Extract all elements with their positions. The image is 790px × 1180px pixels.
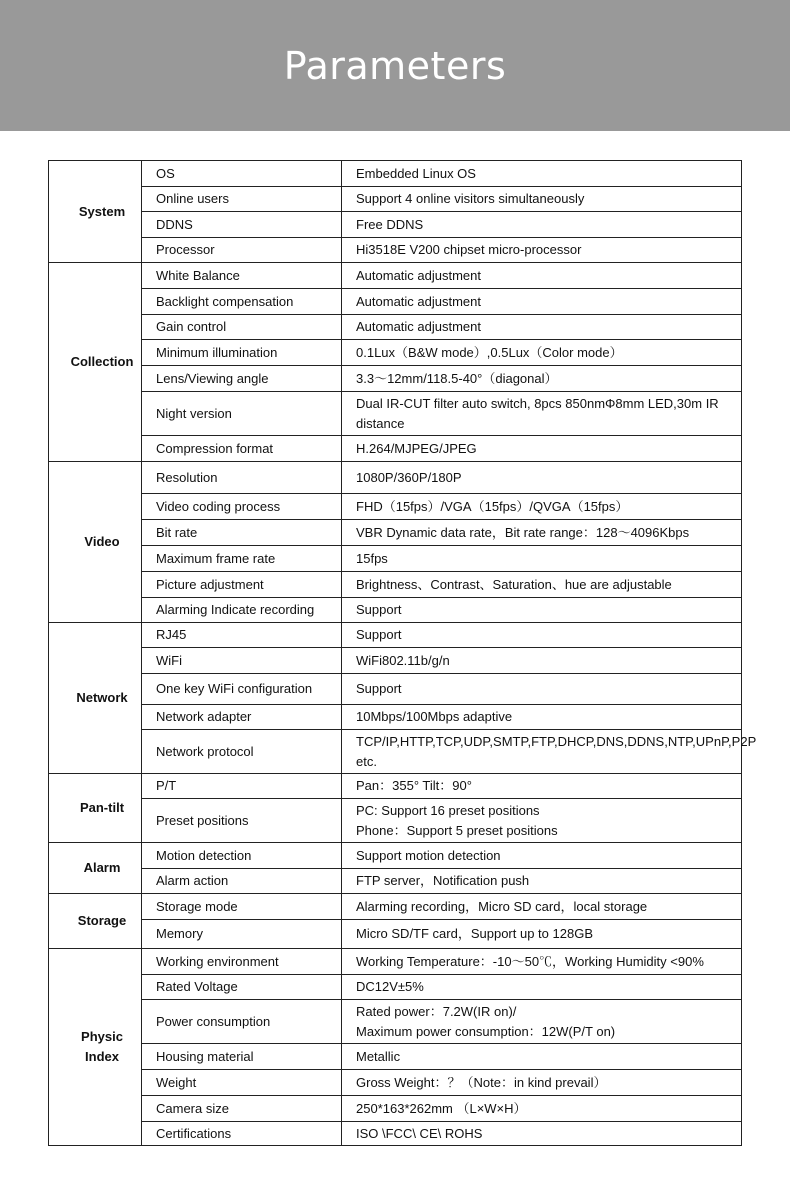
table-row <box>49 340 742 366</box>
param-name: Memory <box>142 920 342 949</box>
param-value: Automatic adjustment <box>342 263 742 289</box>
param-name: Video coding process <box>142 494 342 520</box>
param-value: Gross Weight：？（Note：in kind prevail） <box>342 1070 742 1096</box>
table-row <box>49 705 742 730</box>
param-value: FTP server，Notification push <box>342 869 742 894</box>
table-row <box>49 494 742 520</box>
table-row <box>49 546 742 572</box>
table-row <box>49 366 742 392</box>
param-value: TCP/IP,HTTP,TCP,UDP,SMTP,FTP,DHCP,DNS,DDNS,NTP,UPnP,P2P etc. <box>342 730 742 774</box>
param-name: Bit rate <box>142 520 342 546</box>
parameters-table <box>48 160 757 1146</box>
section-label: Pan-tilt <box>49 774 142 843</box>
param-name: Online users <box>142 187 342 212</box>
param-value: Automatic adjustment <box>342 315 742 340</box>
param-value: H.264/MJPEG/JPEG <box>342 436 742 462</box>
table-row <box>49 843 742 869</box>
table-row <box>49 462 742 494</box>
param-name: White Balance <box>142 263 342 289</box>
param-name: Gain control <box>142 315 342 340</box>
table-row <box>49 1122 742 1146</box>
table-row <box>49 212 742 238</box>
param-name: Resolution <box>142 462 342 494</box>
param-name: One key WiFi configuration <box>142 674 342 705</box>
table-row <box>49 1044 742 1070</box>
table-row <box>49 1000 742 1044</box>
table-row <box>49 648 742 674</box>
table-row <box>49 949 742 975</box>
param-name: Working environment <box>142 949 342 975</box>
param-name: Certifications <box>142 1122 342 1146</box>
param-name: Maximum frame rate <box>142 546 342 572</box>
param-value: Hi3518E V200 chipset micro-processor <box>342 238 742 263</box>
section-label: Collection <box>49 263 142 462</box>
param-name: Network protocol <box>142 730 342 774</box>
param-value: VBR Dynamic data rate，Bit rate range：128～4096Kbps <box>342 520 742 546</box>
table-row <box>49 730 742 774</box>
param-name: Compression format <box>142 436 342 462</box>
param-value: Embedded Linux OS <box>342 161 742 187</box>
param-value: Rated power：7.2W(IR on)/ Maximum power consumption：12W(P/T on) <box>342 1000 742 1044</box>
param-value: Pan：355° Tilt：90° <box>342 774 742 799</box>
param-name: Backlight compensation <box>142 289 342 315</box>
table-row <box>49 289 742 315</box>
table-row <box>49 263 742 289</box>
param-name: WiFi <box>142 648 342 674</box>
param-name: Rated Voltage <box>142 975 342 1000</box>
section-label: System <box>49 161 142 263</box>
section-label: Storage <box>49 894 142 949</box>
param-name: Processor <box>142 238 342 263</box>
param-value: Metallic <box>342 1044 742 1070</box>
param-value: Support motion detection <box>342 843 742 869</box>
param-value: Support <box>342 598 742 623</box>
param-name: DDNS <box>142 212 342 238</box>
param-value: DC12V±5% <box>342 975 742 1000</box>
param-name: Night version <box>142 392 342 436</box>
table-row <box>49 520 742 546</box>
table-row <box>49 161 742 187</box>
param-name: RJ45 <box>142 623 342 648</box>
section-label: Network <box>49 623 142 774</box>
table-row <box>49 623 742 648</box>
table-row <box>49 674 742 705</box>
param-name: Picture adjustment <box>142 572 342 598</box>
param-value: 15fps <box>342 546 742 572</box>
param-name: Motion detection <box>142 843 342 869</box>
param-name: P/T <box>142 774 342 799</box>
param-value: Support <box>342 623 742 648</box>
param-name: Housing material <box>142 1044 342 1070</box>
section-label: Physic Index <box>49 949 142 1146</box>
param-value: FHD（15fps）/VGA（15fps）/QVGA（15fps） <box>342 494 742 520</box>
param-name: Weight <box>142 1070 342 1096</box>
param-value: 10Mbps/100Mbps adaptive <box>342 705 742 730</box>
param-value: 250*163*262mm （L×W×H） <box>342 1096 742 1122</box>
param-name: Storage mode <box>142 894 342 920</box>
table-row <box>49 774 742 799</box>
param-value: Dual IR-CUT filter auto switch, 8pcs 850nmΦ8mm LED,30m IR distance <box>342 392 742 436</box>
table-row <box>49 392 742 436</box>
table-row <box>49 572 742 598</box>
param-value: 0.1Lux（B&W mode）,0.5Lux（Color mode） <box>342 340 742 366</box>
param-name: OS <box>142 161 342 187</box>
param-name: Minimum illumination <box>142 340 342 366</box>
param-value: PC: Support 16 preset positions Phone：Support 5 preset positions <box>342 799 742 843</box>
param-value: Brightness、Contrast、Saturation、hue are adjustable <box>342 572 742 598</box>
table-row <box>49 975 742 1000</box>
table-row <box>49 436 742 462</box>
table-row <box>49 869 742 894</box>
param-value: Support <box>342 674 742 705</box>
table-row <box>49 187 742 212</box>
section-label: Video <box>49 462 142 623</box>
param-value: ISO \FCC\ CE\ ROHS <box>342 1122 742 1146</box>
param-name: Camera size <box>142 1096 342 1122</box>
table-row <box>49 1070 742 1096</box>
param-value: Micro SD/TF card，Support up to 128GB <box>342 920 742 949</box>
table-row <box>49 598 742 623</box>
title-banner <box>0 0 790 131</box>
table-row <box>49 799 742 843</box>
table-row <box>49 315 742 340</box>
table-row <box>49 238 742 263</box>
param-value: Support 4 online visitors simultaneously <box>342 187 742 212</box>
page-title: Parameters <box>283 43 507 88</box>
table-row <box>49 894 742 920</box>
param-name: Power consumption <box>142 1000 342 1044</box>
param-name: Alarming Indicate recording <box>142 598 342 623</box>
param-name: Alarm action <box>142 869 342 894</box>
param-name: Preset positions <box>142 799 342 843</box>
param-value: 3.3～12mm/118.5-40°（diagonal） <box>342 366 742 392</box>
table-row <box>49 1096 742 1122</box>
param-value: 1080P/360P/180P <box>342 462 742 494</box>
param-value: Free DDNS <box>342 212 742 238</box>
param-value: Working Temperature：-10～50℃，Working Humidity <90% <box>342 949 742 975</box>
param-value: Alarming recording，Micro SD card，local storage <box>342 894 742 920</box>
section-label: Alarm <box>49 843 142 894</box>
param-name: Lens/Viewing angle <box>142 366 342 392</box>
param-name: Network adapter <box>142 705 342 730</box>
table-row <box>49 920 742 949</box>
param-value: Automatic adjustment <box>342 289 742 315</box>
param-value: WiFi802.11b/g/n <box>342 648 742 674</box>
